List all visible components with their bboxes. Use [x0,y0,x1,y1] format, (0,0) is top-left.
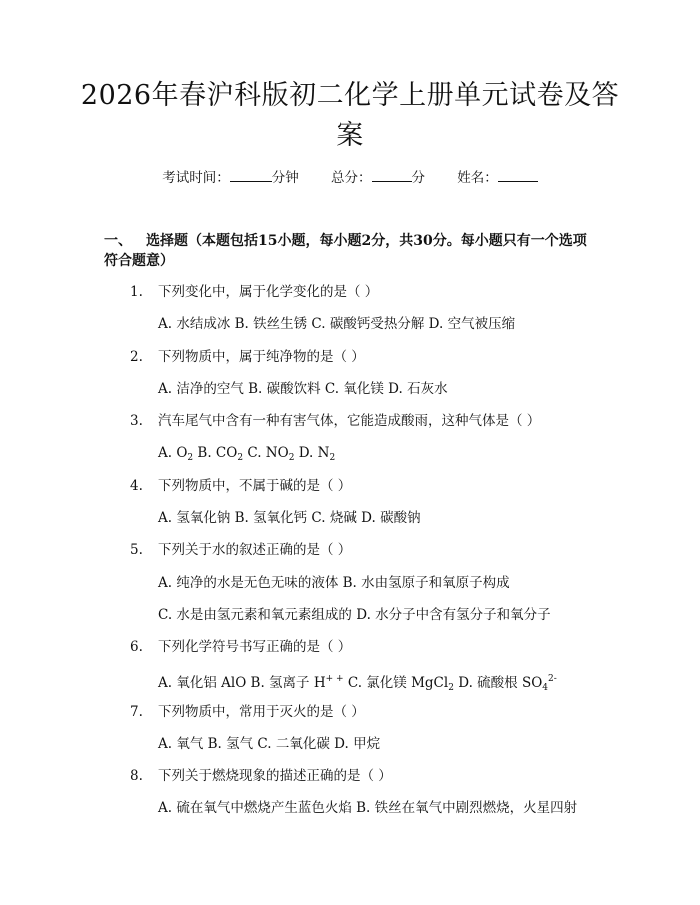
question-5-options-line-1: A. 纯净的水是无色无味的液体 B. 水由氢原子和氧原子构成 [158,575,510,591]
question-stem: 下列物质中，常用于灭火的是（ ） [158,704,365,720]
question-number: 4. [130,478,143,494]
student-name-field [457,168,538,188]
exam-time-blank [230,169,272,182]
total-score-field [331,168,425,188]
option-d: D. 硫酸根 SO [453,675,543,691]
exam-time-label: 考试时间： [162,170,230,186]
question-5-options-line-2: C. 水是由氢元素和氧元素组成的 D. 水分子中含有氢分子和氧分子 [158,607,551,623]
question-number: 8. [130,768,143,784]
question-stem: 下列变化中，属于化学变化的是（ ） [158,284,379,300]
total-score-blank [372,169,412,182]
option-a-b: A. 氧化铝 AlO B. 氢离子 H [158,675,326,691]
option-a: A. O [158,445,188,461]
question-stem: 下列化学符号书写正确的是（ ） [158,639,352,655]
student-name-label: 姓名： [457,170,498,186]
student-name-blank [498,169,538,182]
question-number: 3. [130,413,143,429]
question-number: 1. [130,284,143,300]
option-c-subscript: 2 [288,453,295,463]
exam-time-unit: 分钟 [271,170,299,186]
option-b: B. CO [193,445,238,461]
question-stem: 汽车尾气中含有一种有害气体，它能造成酸雨，这种气体是（ ） [158,413,541,429]
option-c: C. NO [243,445,289,461]
question-3 [130,411,610,431]
question-number: 7. [130,704,143,720]
option-d: D. N [294,445,330,461]
question-6 [130,637,610,657]
total-score-unit: 分 [411,170,425,186]
question-3-options [158,443,608,468]
question-number: 6. [130,639,143,655]
question-6-options [158,669,608,698]
question-8 [130,766,610,786]
question-1-options: A. 水结成冰 B. 铁丝生锈 C. 碳酸钙受热分解 D. 空气被压缩 [158,316,516,332]
section-text: 选择题（本题包括15小题，每小题2分，共30分。每小题只有一个选项符合题意） [104,233,587,269]
exam-time-field [162,168,299,188]
question-2 [130,347,610,367]
question-stem: 下列关于水的叙述正确的是（ ） [158,542,352,558]
question-number: 5. [130,542,143,558]
section-number: 一、 [104,233,132,249]
option-a-subscript: 2 [187,453,194,463]
section-heading [104,231,599,271]
document-title: 2026年春沪科版初二化学上册单元试卷及答案 [80,80,620,151]
question-stem: 下列关于燃烧现象的描述正确的是（ ） [158,768,392,784]
exam-meta-line [0,168,700,188]
question-5 [130,540,610,560]
option-d-subscript: 2 [329,453,336,463]
option-b-subscript: 2 [237,453,244,463]
sulfate-charge: 2- [548,674,557,684]
question-number: 2. [130,349,143,365]
question-stem: 下列物质中，属于纯净物的是（ ） [158,349,365,365]
question-7-options: A. 氧气 B. 氢气 C. 二氧化碳 D. 甲烷 [158,736,381,752]
question-4 [130,476,610,496]
hydrogen-ion-charge: + + [325,674,344,684]
total-score-label: 总分： [331,170,372,186]
question-4-options: A. 氢氧化钠 B. 氢氧化钙 C. 烧碱 D. 碳酸钠 [158,510,421,526]
question-stem: 下列物质中，不属于碱的是（ ） [158,478,352,494]
option-c: C. 氯化镁 MgCl [343,675,449,691]
question-2-options: A. 洁净的空气 B. 碳酸饮料 C. 氧化镁 D. 石灰水 [158,381,448,397]
question-7 [130,702,610,722]
option-d-subscript: 4 [542,683,548,693]
question-8-options: A. 硫在氧气中燃烧产生蓝色火焰 B. 铁丝在氧气中剧烈燃烧，火星四射 [158,800,578,816]
question-1 [130,282,610,302]
option-c-subscript: 2 [448,683,454,693]
